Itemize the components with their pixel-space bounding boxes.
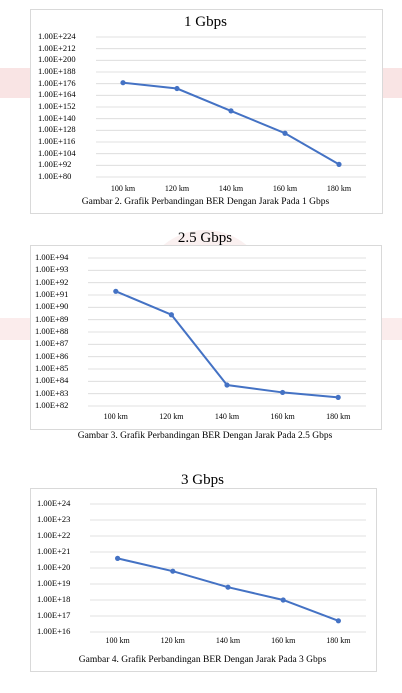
data-point <box>281 597 286 602</box>
chart-title: 3 Gbps <box>181 472 224 488</box>
y-tick-label: 1.00E+128 <box>38 124 76 135</box>
x-tick-label: 100 km <box>105 636 130 645</box>
y-tick-label: 1.00E+18 <box>37 594 71 604</box>
x-tick-label: 120 km <box>164 184 190 193</box>
y-tick-label: 1.00E+94 <box>35 252 69 262</box>
y-tick-label: 1.00E+19 <box>37 578 71 588</box>
y-tick-label: 1.00E+104 <box>38 147 76 158</box>
x-tick-label: 160 km <box>270 412 295 421</box>
y-tick-label: 1.00E+200 <box>38 54 76 65</box>
y-tick-label: 1.00E+23 <box>37 514 71 524</box>
x-tick-label: 100 km <box>103 412 128 421</box>
chart-caption: Gambar 3. Grafik Perbandingan BER Dengan Jarak Pada 2.5 Gbps <box>77 431 333 441</box>
y-tick-label: 1.00E+89 <box>35 313 69 324</box>
y-tick-label: 1.00E+80 <box>38 171 72 181</box>
y-tick-label: 1.00E+224 <box>38 31 76 41</box>
y-tick-label: 1.00E+86 <box>35 350 69 361</box>
data-point <box>225 585 230 590</box>
y-tick-label: 1.00E+188 <box>38 66 76 76</box>
y-tick-label: 1.00E+82 <box>35 400 69 410</box>
y-tick-label: 1.00E+21 <box>37 546 71 556</box>
y-tick-label: 1.00E+212 <box>38 42 76 53</box>
chart-title: 1 Gbps <box>184 14 227 30</box>
y-tick-label: 1.00E+83 <box>35 387 69 398</box>
y-tick-label: 1.00E+22 <box>37 530 71 540</box>
chart-title: 2.5 Gbps <box>177 230 233 246</box>
y-tick-label: 1.00E+92 <box>38 159 72 170</box>
x-tick-label: 180 km <box>326 184 352 193</box>
x-tick-label: 100 km <box>110 184 136 193</box>
y-tick-label: 1.00E+87 <box>35 338 69 349</box>
y-tick-label: 1.00E+90 <box>35 301 69 312</box>
x-tick-label: 180 km <box>326 636 351 645</box>
y-tick-label: 1.00E+17 <box>37 610 71 620</box>
data-point <box>336 618 341 623</box>
y-tick-label: 1.00E+116 <box>38 136 76 146</box>
chart-caption: Gambar 2. Grafik Perbandingan BER Dengan Jarak Pada 1 Gbps <box>81 197 330 207</box>
y-tick-label: 1.00E+93 <box>35 264 69 275</box>
y-tick-label: 1.00E+176 <box>38 77 76 88</box>
y-tick-label: 1.00E+152 <box>38 101 76 111</box>
x-tick-label: 140 km <box>214 412 240 421</box>
x-tick-label: 160 km <box>272 184 298 193</box>
y-tick-label: 1.00E+88 <box>35 326 69 336</box>
chart-caption: Gambar 4. Grafik Perbandingan BER Dengan Jarak Pada 3 Gbps <box>78 655 327 665</box>
y-tick-label: 1.00E+85 <box>35 363 69 373</box>
y-tick-label: 1.00E+16 <box>37 626 71 636</box>
y-tick-label: 1.00E+91 <box>35 289 69 299</box>
x-tick-label: 140 km <box>215 636 241 645</box>
x-tick-label: 160 km <box>271 636 296 645</box>
y-tick-label: 1.00E+84 <box>35 375 69 386</box>
x-tick-label: 180 km <box>326 412 351 421</box>
x-tick-label: 120 km <box>160 636 185 645</box>
data-point <box>115 556 120 561</box>
x-tick-label: 120 km <box>159 412 184 421</box>
y-tick-label: 1.00E+140 <box>38 112 76 123</box>
data-point <box>170 569 175 574</box>
y-tick-label: 1.00E+24 <box>37 498 71 508</box>
x-tick-label: 140 km <box>218 184 244 193</box>
y-tick-label: 1.00E+92 <box>35 276 69 287</box>
y-tick-label: 1.00E+164 <box>38 89 76 100</box>
y-tick-label: 1.00E+20 <box>37 562 71 572</box>
